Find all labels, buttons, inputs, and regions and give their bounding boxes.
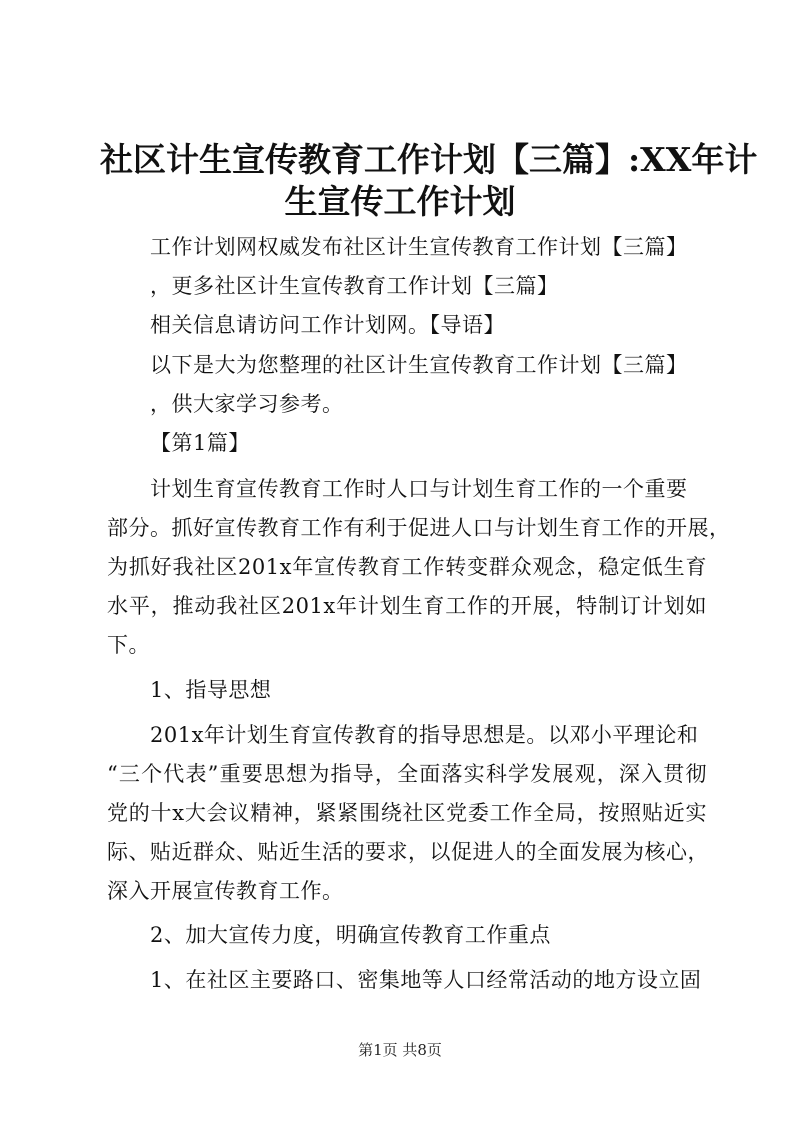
intro-line: 以下是大为您整理的社区计生宣传教育工作计划【三篇】: [150, 353, 688, 377]
heading-guiding-ideology: 1、指导思想: [150, 678, 272, 702]
paragraph-line: 部分。抓好宣传教育工作有利于促进人口与计划生育工作的开展，: [107, 516, 731, 540]
document-title-line-1: 社区计生宣传教育工作计划【三篇】:XX年计: [100, 140, 758, 179]
intro-line: ，供大家学习参考。: [150, 392, 344, 416]
paragraph-line: 际、贴近群众、贴近生活的要求，以促进人的全面发展为核心，: [107, 840, 709, 864]
heading-publicity: 2、加大宣传力度，明确宣传教育工作重点: [150, 923, 551, 947]
paragraph-line: “三个代表”重要思想为指导，全面落实科学发展观，深入贯彻: [107, 762, 707, 786]
intro-line: 工作计划网权威发布社区计生宣传教育工作计划【三篇】: [150, 235, 688, 259]
paragraph-line: 水平，推动我社区201x年计划生育工作的开展，特制订计划如: [107, 594, 707, 618]
intro-line: 相关信息请访问工作计划网。【导语】: [150, 313, 505, 337]
page-footer: 第1页 共8页: [358, 1041, 442, 1059]
paragraph-line: 201x年计划生育宣传教育的指导思想是。以邓小平理论和: [150, 723, 699, 747]
document-title-line-2: 生宣传工作计划: [284, 182, 516, 221]
paragraph-line: 1、在社区主要路口、密集地等人口经常活动的地方设立固: [150, 968, 702, 992]
paragraph-line: 下。: [107, 633, 150, 657]
paragraph-line: 深入开展宣传教育工作。: [107, 879, 344, 903]
paragraph-line: 党的十x大会议精神，紧紧围绕社区党委工作全局，按照贴近实: [107, 801, 707, 825]
section-heading: 【第1篇】: [150, 431, 250, 455]
paragraph-line: 计划生育宣传教育工作时人口与计划生育工作的一个重要: [150, 477, 688, 501]
intro-line: ，更多社区计生宣传教育工作计划【三篇】: [150, 274, 559, 298]
paragraph-line: 为抓好我社区201x年宣传教育工作转变群众观念，稳定低生育: [107, 555, 707, 579]
